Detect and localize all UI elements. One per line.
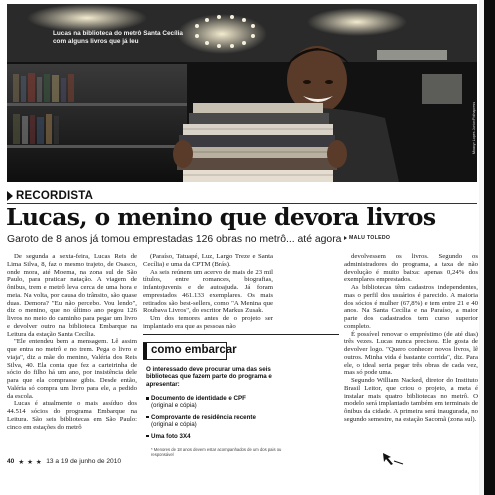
article-column-1 [7,253,137,453]
paragraph: As bibliotecas têm cadastros independentes, mas o perfil dos usuários é parecido. A maioria dos sócios é mulher (67,8%) e tem entre 21 e 40 anos. Na Santa Cecília e na Paraíso, a maior parte dos cadastrados tem curso superior completo. [344,284,478,330]
box-title-text: como embarcar [151,344,237,356]
page-footer [7,457,387,466]
paragraph: devolvessem os livros. Segundo os administradores do programa, a taxa de não devolução é muito baixa: apenas 0,24% dos exemplares emprestados. [344,253,478,284]
article-headline: Lucas, o menino que devora livros [6,203,436,231]
section-kicker [7,189,93,203]
paragraph: Um dos temores antes de o projeto ser implantado era que as pessoas não [143,315,273,330]
kicker-label: RECORDISTA [16,190,94,202]
article-deck: Garoto de 8 anos já tomou emprestadas 126 obras no metrô... até agora [7,234,342,245]
item-detail: (original e cópia) [151,402,197,410]
list-item [146,433,296,440]
box-footnote: * Menores de 18 anos devem estar acompanhados de um dos pais ou responsável [151,447,282,457]
byline-author: MALU TOLEDO [349,235,391,241]
paragraph: De segunda a sexta-feira, Lucas Reis de Lima Silva, 8, faz o mesmo trajeto, de Osasco, onde mora, até Moema, na zona sul de São Paulo, para praticar natação. A viagem de ônibus, trem e metrô leva cerca de uma hora e meia. Na volta, por causa do trânsito, são quase duas. Demora? "Eu não percebo. Vou lendo", diz o menino, que no último ano pegou 126 livros no meio do caminho para pegar um livro e devolver outro na biblioteca Embarque na Leitura da estação Santa Cecília. [7,253,137,338]
photo-credit: Moacyr Lopes Junior/Folhapress [472,101,476,154]
cursor-arrow-icon [382,452,404,466]
page-number: 40 [7,458,15,465]
list-item [146,414,296,429]
page-edge-strip [484,0,495,495]
how-to-join-box [143,334,339,456]
article-photo [7,4,477,182]
paragraph: É possível renovar o empréstimo (de até dias) três vezes. Lucas nunca precisou. Ele gosta de devolver logo. "Quero conhecer novos livros, lê outros. Minha vida é bastante corrida", diz. Para ele, o ideal seria pegar três obras de cada vez, mas só pode uma. [344,330,478,377]
paragraph: As seis reúnem um acervo de mais de 23 mil títulos, entre romances, biografias, infantojuvenis e de autoajuda. Já foram emprestados 461.133 exemplares. Os mais retirados são best-sellers, como "A Menina que Roubava Livros", do escritor Markus Zusak. [143,268,273,315]
photo-caption: Lucas na biblioteca do metrô Santa Cecília com alguns livros que já leu [53,30,183,45]
paragraph: (Paraíso, Tatuapé, Luz, Largo Treze e Santa Cecília) e uma da CPTM (Brás). [143,253,273,268]
paragraph: "Ele entendeu bem a mensagem. Lê assim que entra no metrô e no trem. Pega o livro e viaja", diz a mãe do menino, Valéria dos Reis Silva, 40. Ela conta que fez a carteirinha de sócio do filho há um ano, por insistência dele para que ela comprasse gibis. Desde então, Valéria só compra um livro para ele, a pedido da escola. [7,338,137,400]
paragraph: Lucas é atualmente o mais assíduo dos 44.514 sócios do programa Embarque na Leitura. São seis bibliotecas em São Paulo: cinco em estações do metrô [7,400,137,431]
box-lead: O interessado deve procurar uma das seis bibliotecas que fazem parte do programa e apresentar: [146,366,272,388]
triangle-marker-icon [344,236,347,240]
item-title: Comprovante de residência recente [151,413,256,421]
paragraph: Segundo William Nacked, diretor do Instituto Brasil Leitor, que criou o projeto, a meta é instalar mais quatro bibliotecas no metrô. O modelo será implantado também em terminais de ônibus da cidade. A primeira será inaugurada, no segundo semestre, na estação Sacomã (zona sul). [344,377,478,423]
box-title-bar [143,343,147,359]
article-column-2 [143,253,273,329]
item-detail: (original e cópia) [151,421,197,429]
item-title: Documento de identidade e CPF [151,395,246,402]
issue-date: 13 a 19 de junho de 2010 [46,458,122,465]
list-item [146,395,296,410]
box-title [143,342,237,360]
triangle-marker-icon [7,191,13,201]
article-byline [344,235,480,241]
article-column-3 [344,253,478,453]
star-rating: ★ ★ ★ [18,458,43,466]
item-title: Uma foto 3X4 [151,432,191,440]
requirements-list [146,395,296,444]
